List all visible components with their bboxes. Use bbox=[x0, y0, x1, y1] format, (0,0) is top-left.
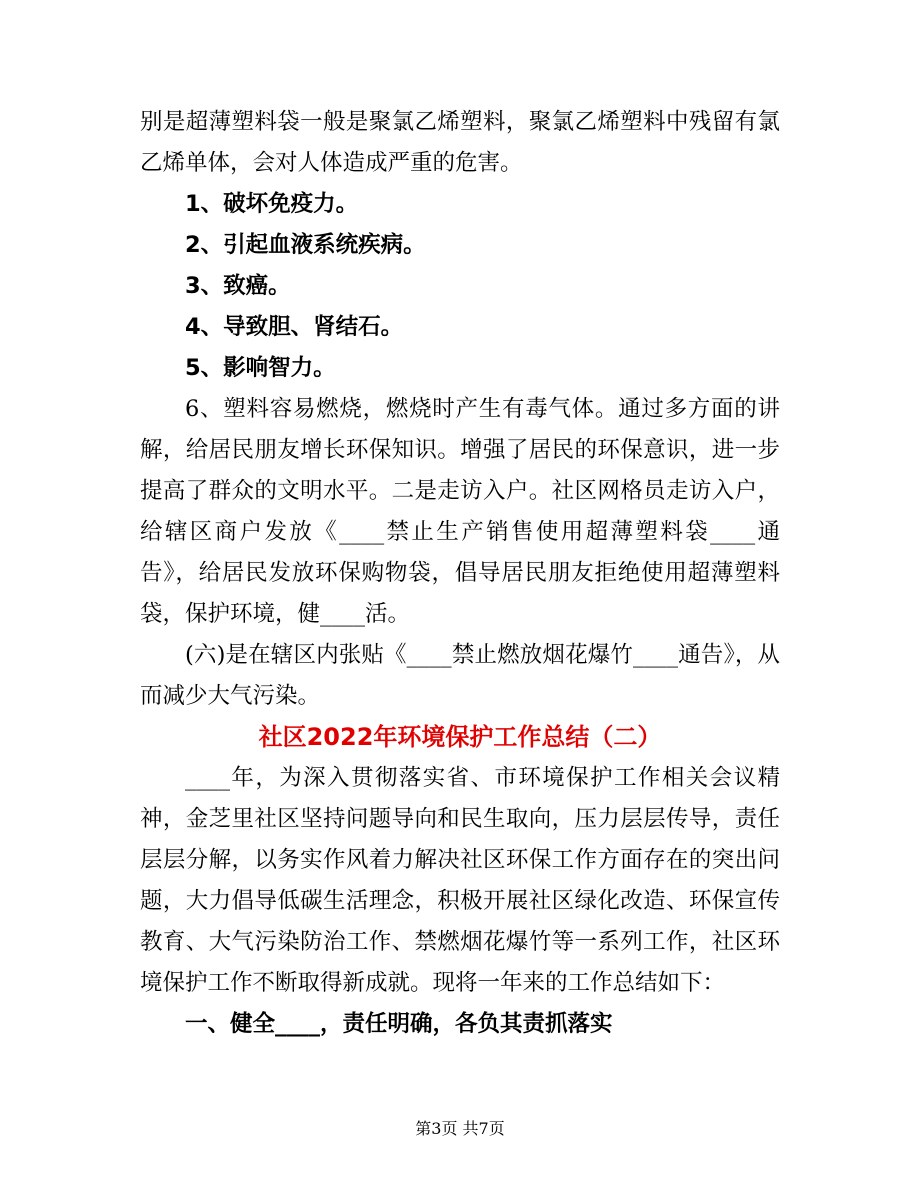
section-intro-paragraph: ____年，为深入贯彻落实省、市环境保护工作相关会议精神，金芝里社区坚持问题导向和民生取向，压力层层传导，责任层层分解，以务实作风着力解决社区环保工作方面存在的突出问题，大力倡导低碳生活理念，积极开展社区绿化改造、环保宣传教育、大气污染防治工作、禁燃烟花爆竹等一系列工作，社区环境保护工作不断取得新成就。现将一年来的工作总结如下： bbox=[140, 765, 780, 996]
list-item-3: 3、致癌。 bbox=[185, 273, 291, 299]
paragraph-six: (六)是在辖区内张贴《____禁止燃放烟花爆竹____通告》，从而减少大气污染。 bbox=[140, 642, 780, 709]
list-item-5: 5、影响智力。 bbox=[185, 355, 336, 381]
document-body bbox=[140, 102, 780, 1045]
section-heading: 一、健全____，责任明确，各负其责抓落实 bbox=[185, 1011, 613, 1037]
page-footer: 第3页 共7页 bbox=[415, 1119, 505, 1138]
paragraph-continuation: 别是超薄塑料袋一般是聚氯乙烯塑料，聚氯乙烯塑料中残留有氯乙烯单体，会对人体造成严重的危害。 bbox=[140, 109, 780, 176]
list-item-2: 2、引起血液系统疾病。 bbox=[185, 232, 426, 258]
section-title: 社区2022年环境保护工作总结（二） bbox=[258, 723, 662, 751]
paragraph-item-6: 6、塑料容易燃烧，燃烧时产生有毒气体。通过多方面的讲解，给居民朋友增长环保知识。增强了居民的环保意识，进一步提高了群众的文明水平。二是走访入户。社区网格员走访入户，给辖区商户发放《____禁止生产销售使用超薄塑料袋____通告》，给居民发放环保购物袋，倡导居民朋友拒绝使用超薄塑料袋，保护环境，健____活。 bbox=[140, 396, 780, 627]
list-item-4: 4、导致胆、肾结石。 bbox=[185, 314, 404, 340]
list-item-1: 1、破坏免疫力。 bbox=[185, 191, 359, 217]
